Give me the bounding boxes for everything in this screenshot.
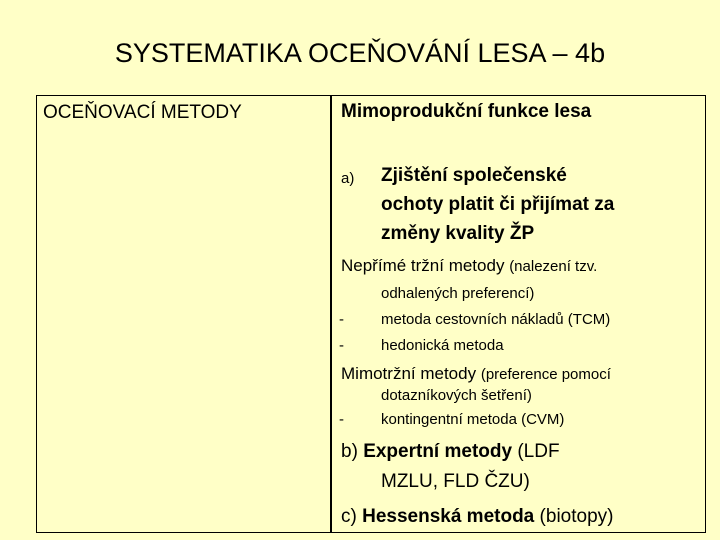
section-c-line <box>341 506 613 528</box>
dash: - <box>339 337 344 354</box>
section-a-line2: ochoty platit či přijímat za <box>381 194 615 215</box>
page-title: SYSTEMATIKA OCEŇOVÁNÍ LESA – 4b <box>114 38 606 68</box>
section-c-marker: c) <box>341 506 357 527</box>
nepr-paren1: (nalezení tzv. <box>509 258 598 275</box>
section-c-bold: Hessenská metoda <box>362 506 535 527</box>
nepr-heading <box>341 256 597 276</box>
section-b-line2: MZLU, FLD ČZU) <box>381 471 530 492</box>
mimo-heading <box>341 364 611 384</box>
column-divider <box>330 95 332 533</box>
right-column-header: Mimoprodukční funkce lesa <box>341 101 592 122</box>
section-b-rest: (LDF <box>517 441 560 462</box>
mimo-paren1: (preference pomocí <box>480 366 611 383</box>
list-item: metoda cestovních nákladů (TCM) <box>381 311 611 328</box>
dash: - <box>339 411 344 428</box>
section-b-line1 <box>341 441 560 463</box>
mimo-main: Mimotržní metody <box>341 364 477 383</box>
section-c-rest: (biotopy) <box>539 506 614 527</box>
section-a-line1: Zjištění společenské <box>381 165 567 186</box>
section-a-marker: a) <box>341 170 355 187</box>
nepr-paren2: odhalených preferencí) <box>381 285 535 302</box>
nepr-main: Nepřímé tržní metody <box>341 256 505 275</box>
list-item: kontingentní metoda (CVM) <box>381 411 565 428</box>
left-column-header: OCEŇOVACÍ METODY <box>43 102 242 123</box>
dash: - <box>339 311 344 328</box>
list-item: hedonická metoda <box>381 337 504 354</box>
section-b-bold: Expertní metody <box>363 441 513 462</box>
section-a-line3: změny kvality ŽP <box>381 223 535 244</box>
section-b-marker: b) <box>341 441 358 462</box>
mimo-paren2: dotazníkových šetření) <box>381 387 532 404</box>
